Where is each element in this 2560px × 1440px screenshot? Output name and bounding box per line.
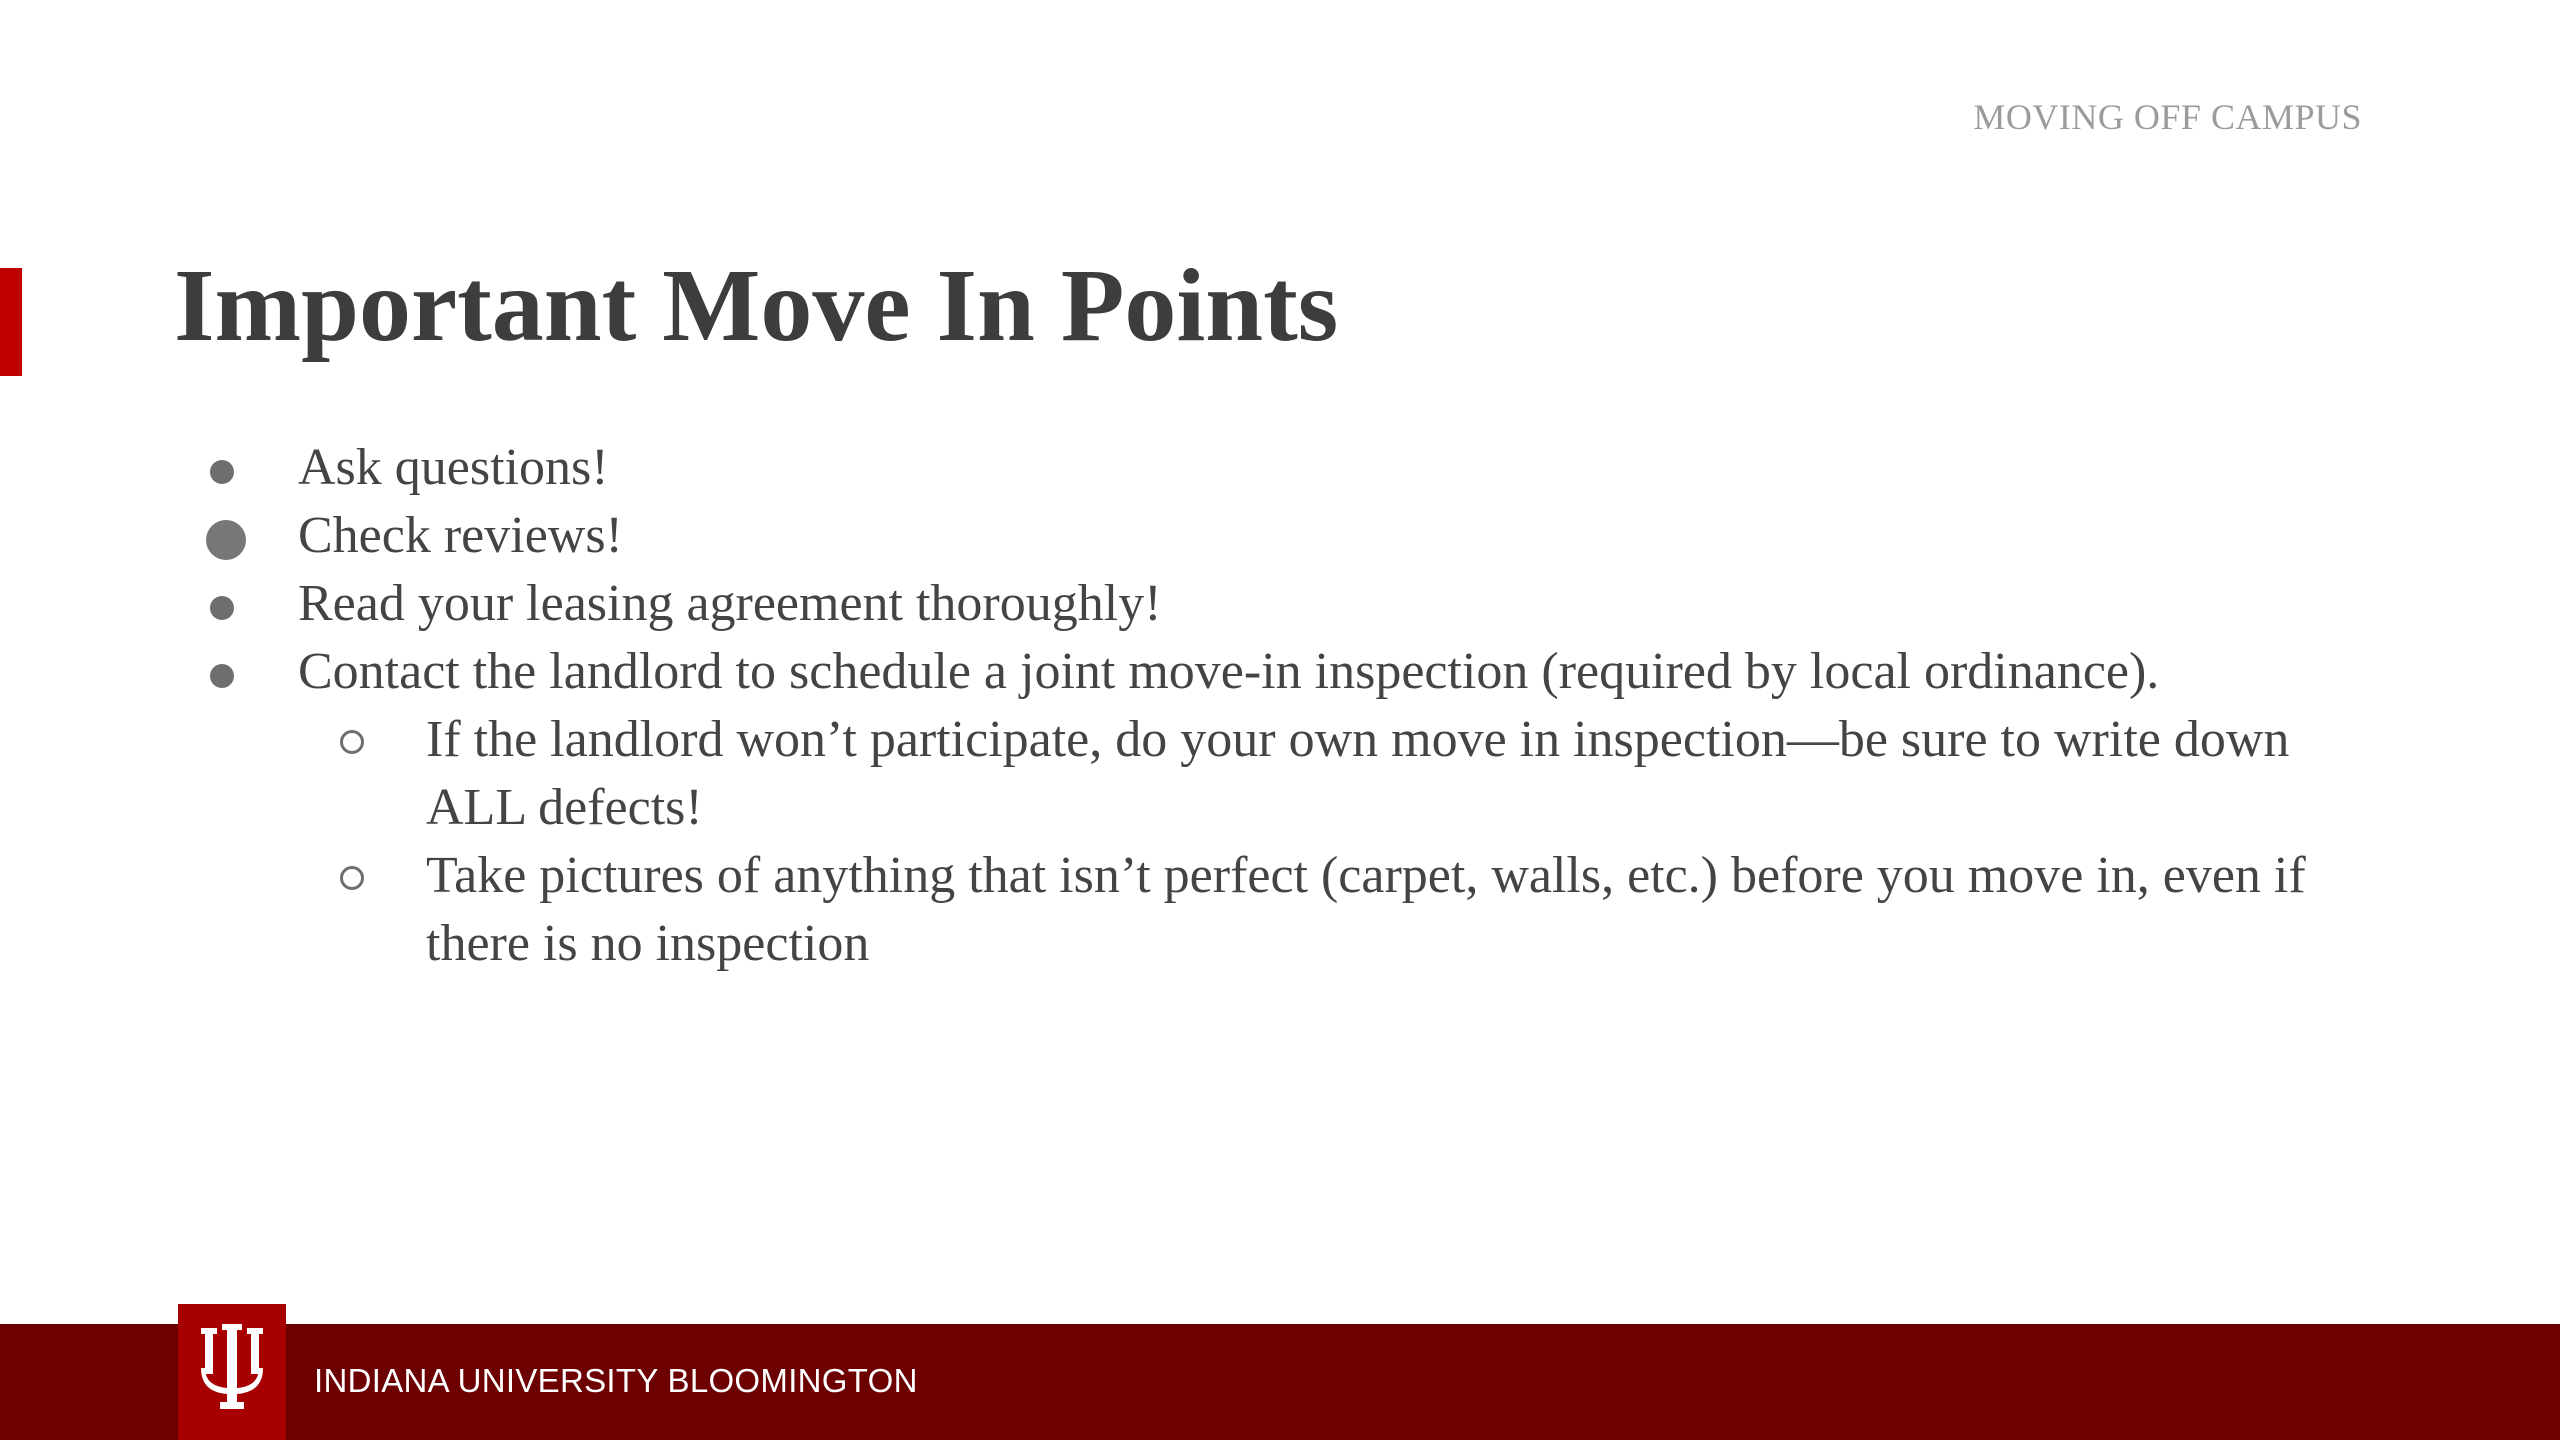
- bullet-text: Check reviews!: [298, 507, 623, 564]
- bullet-item: [200, 638, 2380, 706]
- bullet-list: [200, 434, 2380, 978]
- institution-name: INDIANA UNIVERSITY BLOOMINGTON: [314, 1362, 918, 1399]
- sub-bullet-item: [200, 842, 2361, 978]
- bullet-item: [200, 502, 2380, 570]
- iu-trident-logo-icon: [178, 1304, 286, 1440]
- bullet-item: [200, 570, 2380, 638]
- bullet-dot-icon: [206, 520, 246, 560]
- bullet-item: [200, 434, 2380, 502]
- header-label: MOVING OFF CAMPUS: [1973, 97, 2362, 137]
- sub-bullet-text: Take pictures of anything that isn’t perfect (carpet, walls, etc.) before you move in, even if there is no inspection: [426, 847, 2306, 972]
- hollow-circle-bullet-icon: [340, 730, 364, 754]
- title-accent-bar: [0, 268, 22, 376]
- hollow-circle-bullet-icon: [340, 866, 364, 890]
- bullet-text: Ask questions!: [298, 439, 609, 496]
- bullet-dot-icon: [210, 664, 234, 688]
- sub-bullet-item: [200, 706, 2361, 842]
- sub-bullet-text: If the landlord won’t participate, do your own move in inspection—be sure to write down ALL defects!: [426, 711, 2290, 836]
- bullet-dot-icon: [210, 596, 234, 620]
- bullet-text: Contact the landlord to schedule a joint move-in inspection (required by local ordinance).: [298, 643, 2160, 700]
- bullet-dot-icon: [210, 460, 234, 484]
- slide-title: Important Move In Points: [174, 248, 1339, 363]
- trident-logo-icon: [195, 1324, 269, 1420]
- bullet-text: Read your leasing agreement thoroughly!: [298, 575, 1162, 632]
